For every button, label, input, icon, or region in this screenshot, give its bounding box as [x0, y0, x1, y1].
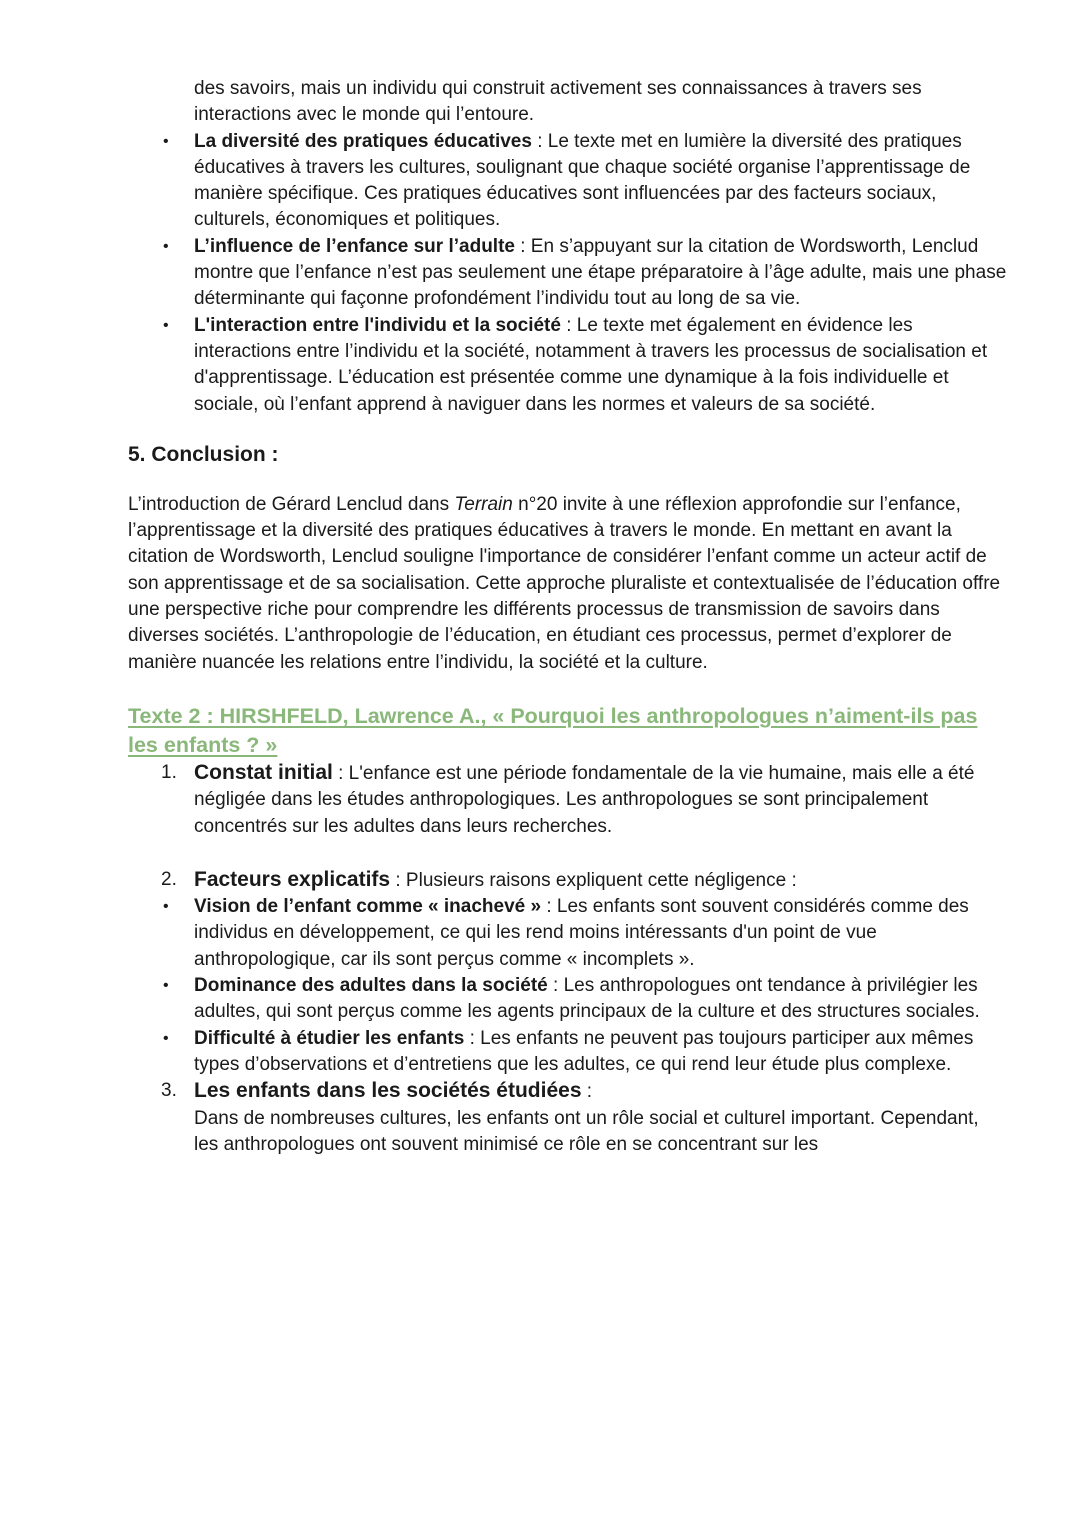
bullet-icon: •: [163, 237, 169, 255]
item-number: 1.: [161, 761, 177, 783]
bullet-icon: •: [163, 132, 169, 150]
bullet-icon: •: [163, 977, 169, 995]
numbered-item: [128, 760, 1008, 840]
list-item: [128, 313, 1008, 418]
bullet-term: L'interaction entre l'individu et la société: [194, 314, 561, 336]
bullet-text: : Le texte met en lumière la diversité des pratiques éducatives à travers les cultures, soulignant que chaque société organise l’apprentissage de manière spécifique. Ces pratiques éducatives sont influencées par des facteurs sociaux, culturels, économiques et politiques.: [194, 130, 971, 231]
bullet-text: : En s’appuyant sur la citation de Wordsworth, Lenclud montre que l’enfance n’est pas seulement une étape préparatoire à l’âge adulte, mais une phase déterminante qui façonne profondément l’individu tout au long de sa vie.: [194, 235, 1007, 310]
bullet-term: La diversité des pratiques éducatives: [194, 130, 532, 152]
journal-title: Terrain: [454, 493, 513, 515]
list-item: [128, 234, 1008, 313]
bullet-text: : Les enfants sont souvent considérés comme des individus en développement, ce qui les rend moins intéressants d'un point de vue anthropologique, car ils sont perçus comme « incomplets ».: [194, 896, 969, 970]
bullet-text: : Le texte met également en évidence les interactions entre l’individu et la société, notamment à travers les processus de socialisation et d'apprentissage. L’éducation est présentée comme une dynamique à la fois individuelle et sociale, où l’enfant apprend à naviguer dans les normes et valeurs de sa société.: [194, 314, 988, 415]
bullet-icon: •: [163, 316, 169, 334]
factor-bullet-list: [128, 894, 1008, 1078]
list-item: [128, 1026, 1008, 1079]
item-text: : Plusieurs raisons expliquent cette négligence :: [390, 869, 797, 891]
conclusion-text-start: L’introduction de Gérard Lenclud dans: [128, 493, 455, 515]
bullet-text: : Les enfants ne peuvent pas toujours participer aux mêmes types d’observations et d’entretiens que les adultes, ce qui rend leur étude plus complexe.: [194, 1027, 974, 1075]
item-number: 2.: [161, 868, 177, 890]
bullet-text: : Les anthropologues ont tendance à privilégier les adultes, qui sont perçus comme les agents principaux de la culture et des structures sociales.: [194, 975, 980, 1023]
document-page: [128, 76, 1008, 1158]
item-term: Facteurs explicatifs: [194, 867, 391, 891]
item-term: Les enfants dans les sociétés étudiées: [194, 1079, 582, 1103]
numbered-item: [128, 1078, 1008, 1158]
item-number: 3.: [161, 1080, 177, 1102]
conclusion-text-rest: n°20 invite à une réflexion approfondie sur l’enfance, l’apprentissage et la diversité des pratiques éducatives à travers le monde. En mettant en avant la citation de Wordsworth, Lenclud souligne l'importance de considérer l’enfant comme un acteur actif de son apprentissage et de sa socialisation. Cette approche pluraliste et contextualisée de l’éducation offre une perspective riche pour comprendre les différents processus de transmission de savoirs dans diverses sociétés. L’anthropologie de l’éducation, en étudiant ces processus, permet d’explorer de manière nuancée les relations entre l’individu, la société et la culture.: [128, 493, 1001, 673]
item-text: :: [581, 1081, 593, 1103]
list-item: [128, 973, 1008, 1026]
list-item: [128, 129, 1008, 234]
section4-bullet-list: [128, 129, 1008, 418]
bullet-term: Vision de l’enfant comme « inachevé »: [194, 896, 542, 918]
numbered-item: [128, 867, 1008, 894]
conclusion-paragraph: [128, 492, 1008, 676]
bullet-icon: •: [163, 1029, 169, 1047]
item-body: Dans de nombreuses cultures, les enfants ont un rôle social et culturel important. Cependant, les anthropologues ont souvent minimisé ce rôle en se concentrant sur les: [194, 1107, 979, 1155]
texte2-title: Texte 2 : HIRSHFELD, Lawrence A., « Pourquoi les anthropologues n’aiment-ils pas les enfants ? »: [128, 703, 978, 757]
texte2-numbered-list: [128, 760, 1008, 894]
bullet-term: Dominance des adultes dans la société: [194, 975, 548, 997]
bullet-icon: •: [163, 898, 169, 916]
bullet-term: Difficulté à étudier les enfants: [194, 1027, 465, 1049]
intro-continuation: des savoirs, mais un individu qui construit activement ses connaissances à travers ses interactions avec le monde qui l’entoure.: [194, 78, 922, 126]
item-text: : L'enfance est une période fondamentale de la vie humaine, mais elle a été négligée dans les études anthropologiques. Les anthropologues se sont principalement concentrés sur les adultes dans leurs recherches.: [194, 762, 975, 837]
texte2-numbered-list-cont: [128, 1078, 1008, 1158]
bullet-term: L’influence de l’enfance sur l’adulte: [194, 235, 515, 257]
item-term: Constat initial: [194, 760, 333, 784]
conclusion-heading: 5. Conclusion :: [128, 442, 279, 466]
list-item: [128, 894, 1008, 973]
